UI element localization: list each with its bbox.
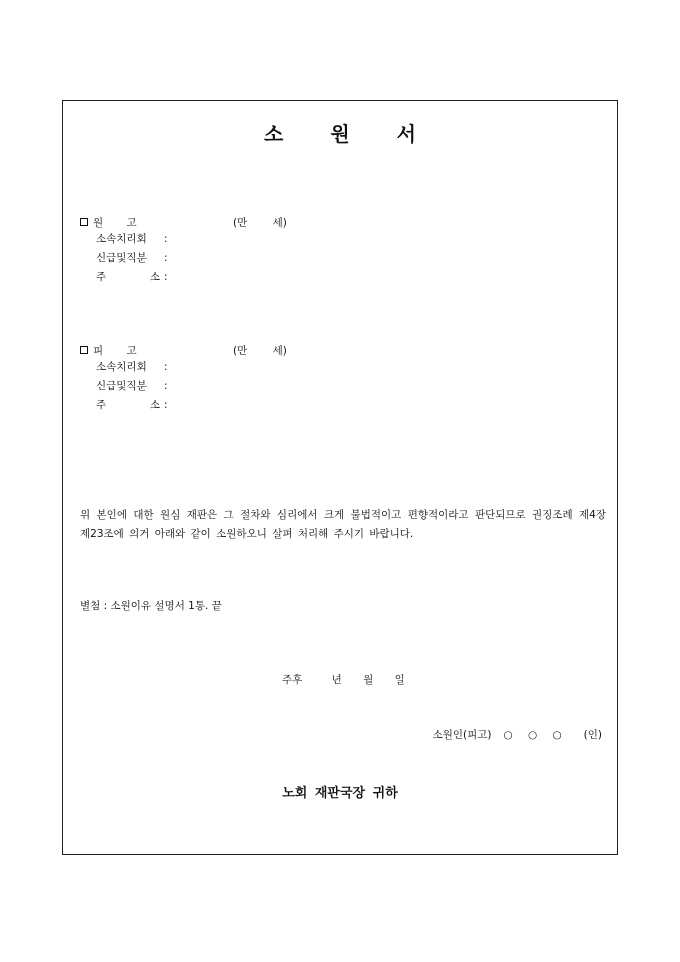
field-colon: : xyxy=(164,399,168,411)
plaintiff-address-field xyxy=(96,268,287,287)
defendant-rank-field xyxy=(96,377,287,396)
field-label: 신급및직분 xyxy=(96,252,147,264)
checkbox-icon xyxy=(80,218,88,226)
field-colon: : xyxy=(164,233,168,245)
date-year: 년 xyxy=(331,674,342,686)
age-close: 세) xyxy=(272,216,287,229)
field-colon: : xyxy=(164,380,168,392)
field-colon: : xyxy=(164,271,168,283)
field-label: 주 소 xyxy=(96,271,160,283)
field-label: 소속치리회 xyxy=(96,361,147,373)
defendant-affiliation-field xyxy=(96,358,287,377)
signer-label: 소원인(피고) xyxy=(432,729,492,741)
field-label: 소속치리회 xyxy=(96,233,147,245)
addressee: 노회 재판국장 귀하 xyxy=(282,786,398,801)
field-label: 신급및직분 xyxy=(96,380,147,392)
title-char: 소 xyxy=(264,122,284,146)
petition-body: 위 본인에 대한 원심 재판은 그 절차와 심리에서 크게 불법적이고 편향적이라고 판단되므로 권징조례 제4장 제23조에 의거 아래와 같이 소원하오니 살펴 처리해 주시기 바랍니다. xyxy=(80,509,606,540)
attachment-note: 별첨 : 소원이유 설명서 1통. 끝 xyxy=(80,600,222,612)
checkbox-icon xyxy=(80,346,88,354)
plaintiff-rank-field xyxy=(96,249,287,268)
plaintiff-affiliation-field xyxy=(96,230,287,249)
field-colon: : xyxy=(164,252,168,264)
age-open: (만 xyxy=(233,216,248,229)
defendant-address-field xyxy=(96,396,287,415)
age-open: (만 xyxy=(233,344,248,357)
date-month: 월 xyxy=(363,674,374,686)
date-line xyxy=(282,672,423,687)
defendant-age xyxy=(233,343,287,358)
defendant-section xyxy=(80,342,287,415)
field-label: 주 소 xyxy=(96,399,160,411)
date-day: 일 xyxy=(394,674,405,686)
plaintiff-role: 원 고 xyxy=(93,216,147,229)
plaintiff-age xyxy=(233,215,287,230)
defendant-role: 피 고 xyxy=(93,344,147,357)
seal-mark: (인) xyxy=(583,729,602,741)
date-era: 주후 xyxy=(282,674,303,686)
document-title xyxy=(0,118,680,147)
title-char: 서 xyxy=(396,122,416,146)
signer-name-marks: ○ ○ ○ xyxy=(503,728,568,741)
signature-line xyxy=(433,727,602,742)
title-char: 원 xyxy=(330,122,350,146)
age-close: 세) xyxy=(272,344,287,357)
plaintiff-section xyxy=(80,214,287,287)
field-colon: : xyxy=(164,361,168,373)
